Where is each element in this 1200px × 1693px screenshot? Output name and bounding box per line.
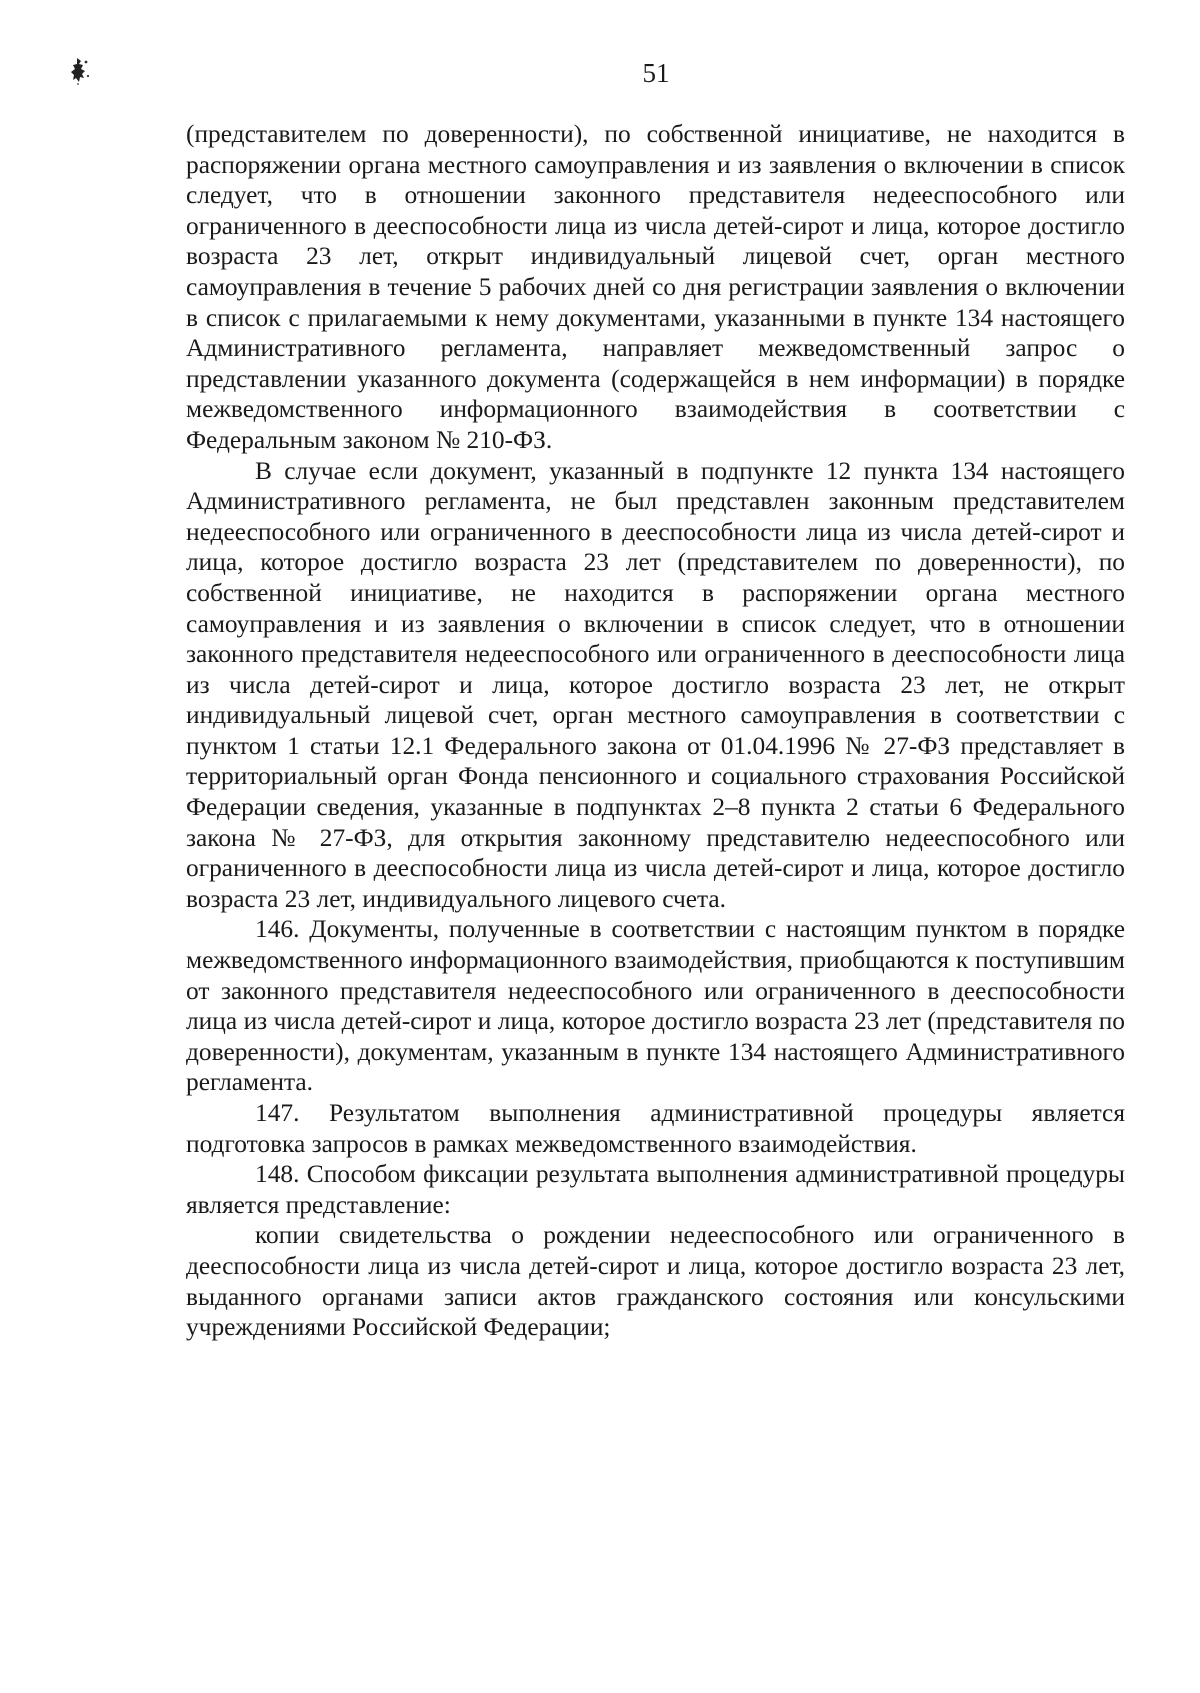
document-body (186, 119, 1125, 1343)
paragraph-continuation: (представителем по доверенности), по собственной инициативе, не находится в распоряжении органа местного самоуправления и из заявления о включении в список следует, что в отношении законного представителя недееспособного или ограниченного в дееспособности лица из числа детей-сирот и лица, которое достигло возраста 23 лет, открыт индивидуальный лицевой счет, орган местного самоуправления в течение 5 рабочих дней со дня регистрации заявления о включении в список с прилагаемыми к нему документами, указанными в пункте 134 настоящего Административного регламента, направляет межведомственный запрос о представлении указанного документа (содержащейся в нем информации) в порядке межведомственного информационного взаимодействия в соответствии с Федеральным законом № 210-ФЗ. (186, 120, 1125, 454)
paragraph: В случае если документ, указанный в подпункте 12 пункта 134 настоящего Административного регламента, не был представлен законным представителем недееспособного или ограниченного в дееспособности лица из числа детей-сирот и лица, которое достигло возраста 23 лет (представителем по доверенности), по собственной инициативе, не находится в распоряжении органа местного самоуправления и из заявления о включении в список следует, что в отношении законного представителя недееспособного или ограниченного в дееспособности лица из числа детей-сирот и лица, которое достигло возраста 23 лет, не открыт индивидуальный лицевой счет, орган местного самоуправления в соответствии с пунктом 1 статьи 12.1 Федерального закона от 01.04.1996 № 27-ФЗ представляет в территориальный орган Фонда пенсионного и социального страхования Российской Федерации сведения, указанные в подпунктах 2–8 пункта 2 статьи 6 Федерального закона № 27-ФЗ, для открытия законному представителю недееспособного или ограниченного в дееспособности лица из числа детей-сирот и лица, которое достигло возраста 23 лет, индивидуального лицевого счета. (186, 456, 1125, 913)
page-number: 51 (642, 58, 670, 88)
paragraph-item-147: 147. Результатом выполнения административной процедуры является подготовка запросов в рамках межведомственного взаимодействия. (186, 1099, 1125, 1158)
paragraph-item-146: 146. Документы, полученные в соответствии с настоящим пунктом в порядке межведомственного информационного взаимодействия, приобщаются к поступившим от законного представителя недееспособного или ограниченного в дееспособности лица из числа детей-сирот и лица, которое достигло возраста 23 лет (представителя по доверенности), документам, указанным в пункте 134 настоящего Административного регламента. (186, 915, 1125, 1097)
paragraph: копии свидетельства о рождении недееспособного или ограниченного в дееспособности лица из числа детей-сирот и лица, которое достигло возраста 23 лет, выданного органами записи актов гражданского состояния или консульскими учреждениями Российской Федерации; (186, 1221, 1125, 1342)
paragraph-item-148: 148. Способом фиксации результата выполнения административной процедуры является представление: (186, 1160, 1125, 1219)
